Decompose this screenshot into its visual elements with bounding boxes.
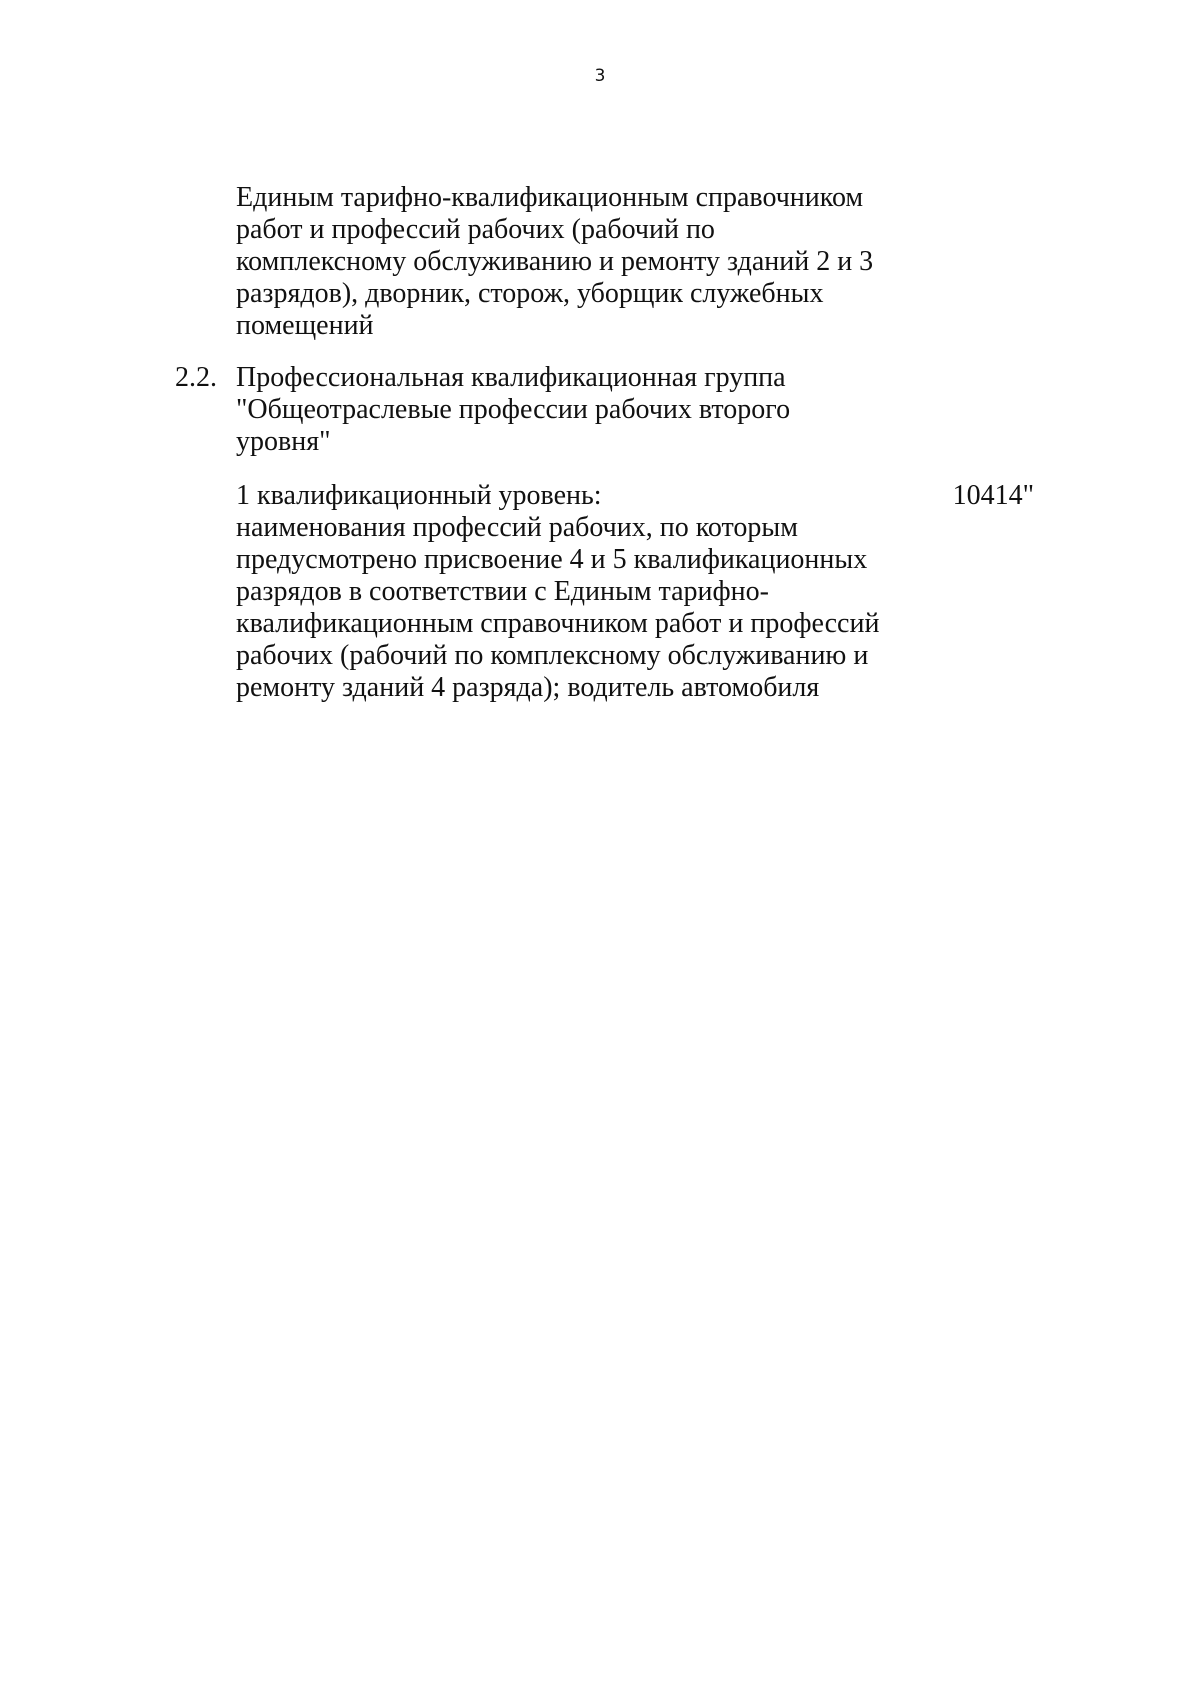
- text-line: ремонту зданий 4 разряда); водитель автомобиля: [236, 672, 820, 703]
- section-title: [236, 362, 936, 458]
- qualification-level-value: 10414": [952, 480, 1034, 511]
- text-line: работ и профессий рабочих (рабочий по: [236, 214, 715, 245]
- text-line: помещений: [236, 310, 374, 341]
- text-line: разрядов в соответствии с Единым тарифно-: [236, 576, 769, 607]
- page-number: 3: [594, 66, 606, 86]
- text-line: уровня": [236, 426, 331, 457]
- text-line: Профессиональная квалификационная группа: [236, 362, 786, 393]
- text-line: комплексному обслуживанию и ремонту зданий 2 и 3: [236, 246, 874, 277]
- text-line: рабочих (рабочий по комплексному обслуживанию и: [236, 640, 869, 671]
- text-line: предусмотрено присвоение 4 и 5 квалификационных: [236, 544, 868, 575]
- qualification-level-description: [236, 480, 936, 704]
- continuation-paragraph: [236, 182, 936, 342]
- text-line: Единым тарифно-квалификационным справочником: [236, 182, 864, 213]
- text-line: разрядов), дворник, сторож, уборщик служебных: [236, 278, 824, 309]
- section-number: 2.2.: [175, 362, 217, 393]
- text-line: квалификационным справочником работ и профессий: [236, 608, 880, 639]
- text-line: наименования профессий рабочих, по которым: [236, 512, 798, 543]
- text-line: "Общеотраслевые профессии рабочих второго: [236, 394, 791, 425]
- text-line: 1 квалификационный уровень:: [236, 480, 602, 511]
